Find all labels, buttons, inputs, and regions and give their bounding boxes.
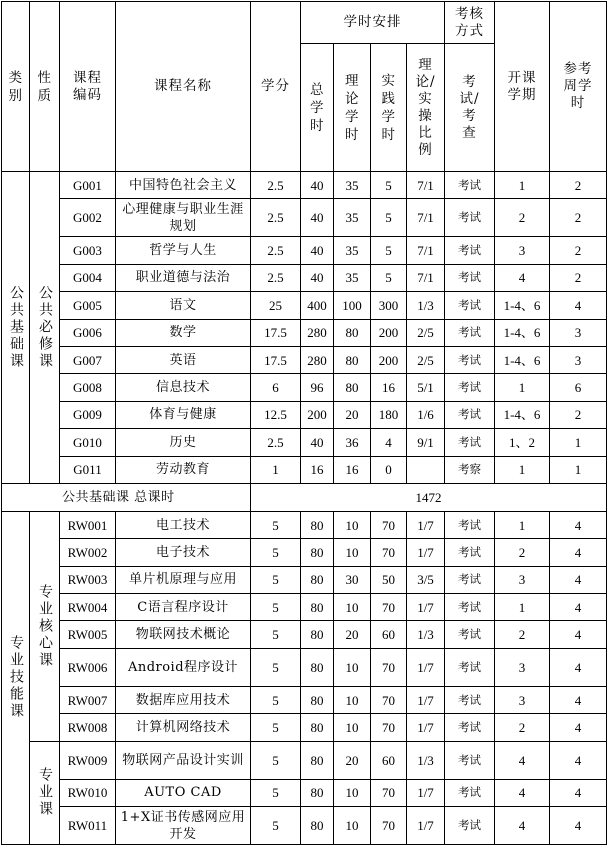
theory-hours: 80 (334, 319, 371, 346)
course-code: RW008 (60, 714, 116, 741)
weekly-hours: 2 (550, 199, 607, 237)
nature-professional-core: 专业核心课 (30, 511, 60, 741)
weekly-hours: 4 (550, 648, 607, 686)
course-credits: 17.5 (251, 319, 301, 346)
course-code: RW003 (60, 566, 116, 593)
theory-hours: 35 (334, 237, 371, 264)
total-hours: 280 (301, 319, 334, 346)
ratio: 1/7 (407, 511, 445, 538)
total-hours: 80 (301, 566, 334, 593)
practice-hours: 5 (371, 264, 407, 291)
header-course-name: 课程名称 (116, 2, 251, 172)
theory-hours: 80 (334, 374, 371, 401)
course-code: G006 (60, 319, 116, 346)
weekly-hours: 4 (550, 539, 607, 566)
practice-hours: 16 (371, 374, 407, 401)
course-code: G001 (60, 172, 116, 199)
practice-hours: 70 (371, 779, 407, 806)
ratio: 1/7 (407, 779, 445, 806)
header-hours-group: 学时安排 (301, 2, 445, 44)
weekly-hours: 4 (550, 807, 607, 845)
course-credits: 5 (251, 741, 301, 779)
course-credits: 17.5 (251, 346, 301, 373)
theory-hours: 100 (334, 292, 371, 319)
theory-hours: 10 (334, 714, 371, 741)
assessment: 考试 (445, 648, 495, 686)
theory-hours: 10 (334, 779, 371, 806)
semester: 1 (495, 172, 550, 199)
ratio: 1/3 (407, 621, 445, 648)
theory-hours: 16 (334, 456, 371, 483)
weekly-hours: 4 (550, 511, 607, 538)
header-practice-hours: 实践学时 (371, 44, 407, 172)
assessment: 考试 (445, 292, 495, 319)
total-hours: 40 (301, 429, 334, 456)
header-total-hours: 总学时 (301, 44, 334, 172)
course-code: RW009 (60, 741, 116, 779)
total-hours: 80 (301, 807, 334, 845)
semester: 3 (495, 237, 550, 264)
table-row (2, 539, 607, 566)
practice-hours: 70 (371, 594, 407, 621)
course-credits: 2.5 (251, 199, 301, 237)
weekly-hours: 1 (550, 429, 607, 456)
theory-hours: 10 (334, 648, 371, 686)
assessment: 考试 (445, 566, 495, 593)
semester: 4 (495, 264, 550, 291)
practice-hours: 50 (371, 566, 407, 593)
course-credits: 5 (251, 539, 301, 566)
course-credits: 5 (251, 566, 301, 593)
course-name: 英语 (116, 346, 251, 373)
practice-hours: 5 (371, 237, 407, 264)
table-row (2, 686, 607, 713)
course-code: G004 (60, 264, 116, 291)
weekly-hours: 3 (550, 319, 607, 346)
course-name: 物联网技术概论 (116, 621, 251, 648)
semester: 1 (495, 511, 550, 538)
course-code: RW005 (60, 621, 116, 648)
semester: 1-4、6 (495, 319, 550, 346)
header-nature: 性质 (30, 2, 60, 172)
course-name: AUTO CAD (116, 779, 251, 806)
assessment: 考试 (445, 374, 495, 401)
semester: 2 (495, 539, 550, 566)
semester: 1 (495, 594, 550, 621)
table-row (2, 779, 607, 806)
course-code: RW011 (60, 807, 116, 845)
course-credits: 12.5 (251, 401, 301, 428)
course-credits: 5 (251, 714, 301, 741)
course-code: RW004 (60, 594, 116, 621)
theory-hours: 10 (334, 807, 371, 845)
course-name: 1+X证书传感网应用开发 (116, 807, 251, 845)
semester: 2 (495, 199, 550, 237)
ratio: 1/3 (407, 741, 445, 779)
course-name: Android程序设计 (116, 648, 251, 686)
practice-hours: 0 (371, 456, 407, 483)
total-hours: 80 (301, 594, 334, 621)
course-code: G007 (60, 346, 116, 373)
total-hours: 80 (301, 539, 334, 566)
total-hours: 40 (301, 264, 334, 291)
theory-hours: 20 (334, 401, 371, 428)
header-credits: 学分 (251, 2, 301, 172)
semester: 4 (495, 807, 550, 845)
practice-hours: 70 (371, 511, 407, 538)
course-credits: 25 (251, 292, 301, 319)
course-name: C语言程序设计 (116, 594, 251, 621)
semester: 1-4、6 (495, 292, 550, 319)
course-name: 单片机原理与应用 (116, 566, 251, 593)
weekly-hours: 4 (550, 686, 607, 713)
table-row (2, 741, 607, 779)
header-exam-check: 考试/考查 (445, 44, 495, 172)
semester: 1、2 (495, 429, 550, 456)
weekly-hours: 1 (550, 456, 607, 483)
course-credits: 2.5 (251, 264, 301, 291)
course-credits: 5 (251, 807, 301, 845)
weekly-hours: 4 (550, 779, 607, 806)
practice-hours: 70 (371, 686, 407, 713)
table-row (2, 807, 607, 845)
total-hours: 80 (301, 714, 334, 741)
weekly-hours: 4 (550, 714, 607, 741)
assessment: 考试 (445, 779, 495, 806)
table-row (2, 594, 607, 621)
practice-hours: 70 (371, 807, 407, 845)
assessment: 考察 (445, 456, 495, 483)
assessment: 考试 (445, 401, 495, 428)
course-code: RW001 (60, 511, 116, 538)
ratio: 1/7 (407, 648, 445, 686)
practice-hours: 200 (371, 319, 407, 346)
header-code: 课程编码 (60, 2, 116, 172)
theory-hours: 30 (334, 566, 371, 593)
total-hours: 400 (301, 292, 334, 319)
table-row (2, 566, 607, 593)
semester: 1 (495, 374, 550, 401)
practice-hours: 60 (371, 621, 407, 648)
theory-hours: 20 (334, 621, 371, 648)
assessment: 考试 (445, 199, 495, 237)
table-row (2, 264, 607, 291)
course-name: 物联网产品设计实训 (116, 741, 251, 779)
practice-hours: 4 (371, 429, 407, 456)
semester: 1 (495, 456, 550, 483)
total-hours: 280 (301, 346, 334, 373)
weekly-hours: 2 (550, 237, 607, 264)
table-row (2, 172, 607, 199)
semester: 1-4、6 (495, 346, 550, 373)
assessment: 考试 (445, 319, 495, 346)
ratio: 1/7 (407, 807, 445, 845)
table-row (2, 292, 607, 319)
theory-hours: 35 (334, 199, 371, 237)
ratio: 1/7 (407, 686, 445, 713)
ratio: 2/5 (407, 346, 445, 373)
assessment: 考试 (445, 237, 495, 264)
course-credits: 5 (251, 779, 301, 806)
assessment: 考试 (445, 264, 495, 291)
assessment: 考试 (445, 807, 495, 845)
course-name: 计算机网络技术 (116, 714, 251, 741)
table-row (2, 456, 607, 483)
category-professional-skills: 专业技能课 (2, 511, 30, 844)
semester: 4 (495, 741, 550, 779)
course-code: RW007 (60, 686, 116, 713)
total-hours: 80 (301, 648, 334, 686)
table-row (2, 401, 607, 428)
assessment: 考试 (445, 346, 495, 373)
weekly-hours: 2 (550, 401, 607, 428)
course-name: 语文 (116, 292, 251, 319)
practice-hours: 5 (371, 199, 407, 237)
ratio: 1/7 (407, 594, 445, 621)
course-schedule-table (1, 1, 607, 845)
assessment: 考试 (445, 686, 495, 713)
course-name: 职业道德与法治 (116, 264, 251, 291)
header-theory-hours: 理论学时 (334, 44, 371, 172)
theory-hours: 10 (334, 594, 371, 621)
weekly-hours: 4 (550, 566, 607, 593)
table-row (2, 511, 607, 538)
assessment: 考试 (445, 539, 495, 566)
weekly-hours: 4 (550, 594, 607, 621)
nature-public-required: 公共必修课 (30, 172, 60, 484)
course-credits: 2.5 (251, 172, 301, 199)
course-code: G003 (60, 237, 116, 264)
semester: 4 (495, 779, 550, 806)
course-name: 历史 (116, 429, 251, 456)
practice-hours: 70 (371, 714, 407, 741)
table-row (2, 374, 607, 401)
ratio: 7/1 (407, 264, 445, 291)
assessment: 考试 (445, 511, 495, 538)
course-credits: 6 (251, 374, 301, 401)
assessment: 考试 (445, 621, 495, 648)
table-row (2, 199, 607, 237)
theory-hours: 35 (334, 264, 371, 291)
table-body (2, 172, 607, 845)
course-name: 劳动教育 (116, 456, 251, 483)
course-name: 数学 (116, 319, 251, 346)
table-row (2, 429, 607, 456)
total-hours: 80 (301, 741, 334, 779)
semester: 2 (495, 714, 550, 741)
ratio: 5/1 (407, 374, 445, 401)
ratio: 1/7 (407, 539, 445, 566)
ratio: 7/1 (407, 237, 445, 264)
practice-hours: 200 (371, 346, 407, 373)
summary-row (2, 483, 607, 511)
semester: 3 (495, 686, 550, 713)
weekly-hours: 4 (550, 292, 607, 319)
weekly-hours: 2 (550, 172, 607, 199)
theory-hours: 10 (334, 686, 371, 713)
total-hours: 80 (301, 621, 334, 648)
course-code: RW002 (60, 539, 116, 566)
assessment: 考试 (445, 714, 495, 741)
course-credits: 1 (251, 456, 301, 483)
total-hours: 40 (301, 172, 334, 199)
practice-hours: 5 (371, 172, 407, 199)
course-code: G008 (60, 374, 116, 401)
course-credits: 5 (251, 594, 301, 621)
practice-hours: 60 (371, 741, 407, 779)
weekly-hours: 4 (550, 741, 607, 779)
theory-hours: 80 (334, 346, 371, 373)
course-code: RW006 (60, 648, 116, 686)
assessment: 考试 (445, 172, 495, 199)
theory-hours: 10 (334, 539, 371, 566)
total-hours: 80 (301, 779, 334, 806)
table-row (2, 319, 607, 346)
ratio: 7/1 (407, 172, 445, 199)
ratio: 9/1 (407, 429, 445, 456)
practice-hours: 180 (371, 401, 407, 428)
practice-hours: 70 (371, 539, 407, 566)
assessment: 考试 (445, 429, 495, 456)
weekly-hours: 6 (550, 374, 607, 401)
practice-hours: 300 (371, 292, 407, 319)
total-hours: 40 (301, 199, 334, 237)
ratio: 1/6 (407, 401, 445, 428)
header-assessment-group: 考核方式 (445, 2, 495, 44)
course-code: G005 (60, 292, 116, 319)
header-weekly-hours: 参考周学时 (550, 2, 607, 172)
course-credits: 5 (251, 686, 301, 713)
weekly-hours: 4 (550, 621, 607, 648)
header-semester: 开课学期 (495, 2, 550, 172)
table-row (2, 621, 607, 648)
course-name: 体育与健康 (116, 401, 251, 428)
header-ratio: 理论/实操比例 (407, 44, 445, 172)
course-name: 中国特色社会主义 (116, 172, 251, 199)
table-row (2, 346, 607, 373)
assessment: 考试 (445, 741, 495, 779)
semester: 3 (495, 566, 550, 593)
weekly-hours: 2 (550, 264, 607, 291)
nature-professional-specialized: 专业课 (30, 741, 60, 844)
course-code: G010 (60, 429, 116, 456)
summary-value: 1472 (251, 483, 607, 511)
header-category: 类别 (2, 2, 30, 172)
ratio: 2/5 (407, 319, 445, 346)
course-code: RW010 (60, 779, 116, 806)
total-hours: 200 (301, 401, 334, 428)
course-credits: 5 (251, 511, 301, 538)
table-row (2, 237, 607, 264)
course-credits: 5 (251, 648, 301, 686)
ratio: 7/1 (407, 199, 445, 237)
course-credits: 5 (251, 621, 301, 648)
table-row (2, 648, 607, 686)
category-public-basic: 公共基础课 (2, 172, 30, 484)
course-code: G002 (60, 199, 116, 237)
ratio: 1/7 (407, 714, 445, 741)
total-hours: 80 (301, 686, 334, 713)
total-hours: 16 (301, 456, 334, 483)
theory-hours: 36 (334, 429, 371, 456)
course-code: G011 (60, 456, 116, 483)
table-row (2, 714, 607, 741)
summary-label: 公共基础课 总课时 (2, 483, 251, 511)
ratio: 3/5 (407, 566, 445, 593)
total-hours: 40 (301, 237, 334, 264)
course-credits: 2.5 (251, 237, 301, 264)
course-name: 数据库应用技术 (116, 686, 251, 713)
ratio: 1/3 (407, 292, 445, 319)
total-hours: 96 (301, 374, 334, 401)
course-name: 哲学与人生 (116, 237, 251, 264)
practice-hours: 70 (371, 648, 407, 686)
ratio (407, 456, 445, 483)
course-credits: 2.5 (251, 429, 301, 456)
course-name: 电子技术 (116, 539, 251, 566)
semester: 1-4、6 (495, 401, 550, 428)
theory-hours: 35 (334, 172, 371, 199)
course-name: 信息技术 (116, 374, 251, 401)
assessment: 考试 (445, 594, 495, 621)
course-code: G009 (60, 401, 116, 428)
course-name: 心理健康与职业生涯规划 (116, 199, 251, 237)
theory-hours: 20 (334, 741, 371, 779)
semester: 3 (495, 648, 550, 686)
course-name: 电工技术 (116, 511, 251, 538)
theory-hours: 10 (334, 511, 371, 538)
total-hours: 80 (301, 511, 334, 538)
weekly-hours: 3 (550, 346, 607, 373)
semester: 2 (495, 621, 550, 648)
